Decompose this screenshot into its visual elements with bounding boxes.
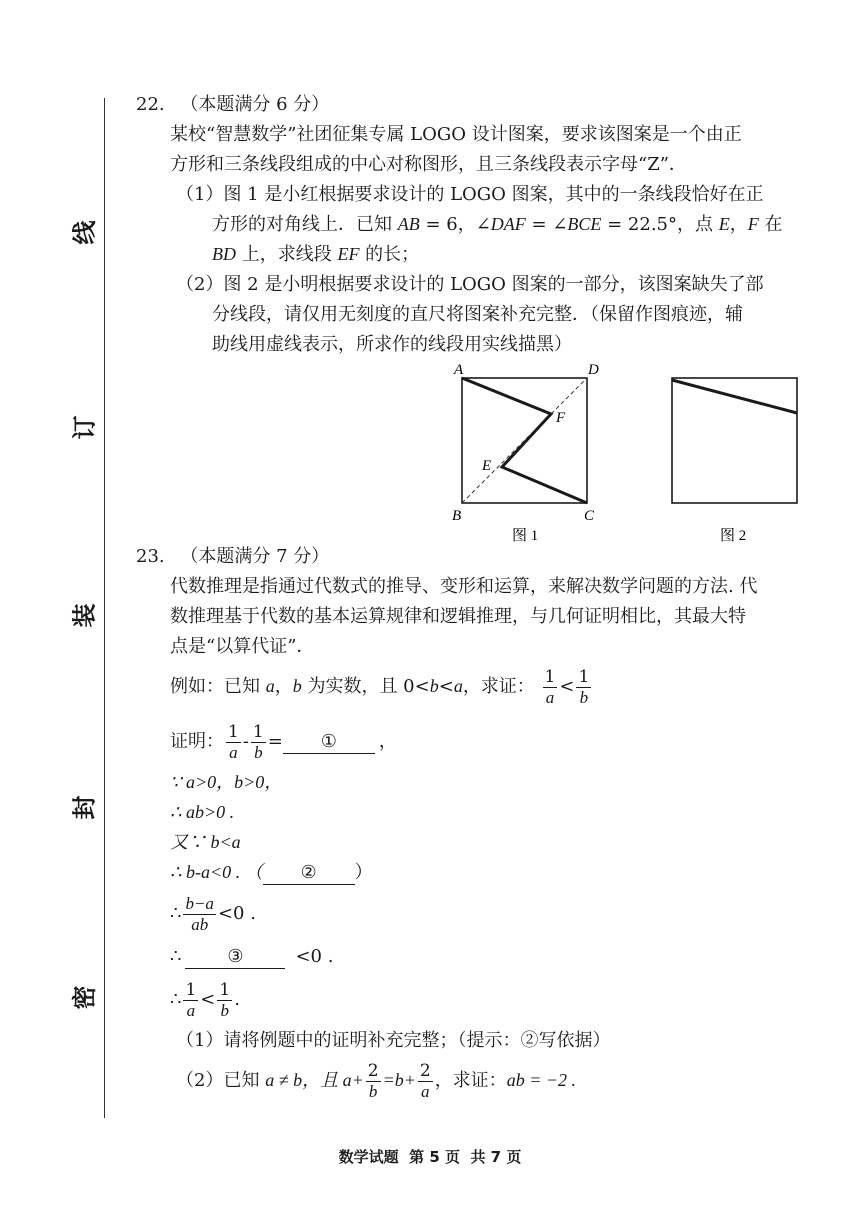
proof-lt0-2: <0 . <box>295 946 334 967</box>
q22-number: 22. <box>136 94 165 115</box>
proof-line-frac <box>170 892 256 936</box>
proof-line-ab: ∴ ab>0 . <box>170 802 235 822</box>
frac-den: a <box>186 1000 196 1020</box>
frac-num: b−a <box>185 893 214 913</box>
proof-frac-1a <box>226 722 241 763</box>
example-var-b2: b <box>429 676 439 696</box>
sub2-text-b: ，且 a+ <box>302 1070 364 1090</box>
frac-den: b <box>254 742 263 762</box>
q22-eq2: = ∠ <box>525 214 568 235</box>
q22-daf: DAF <box>490 214 526 234</box>
example-var-a: a <box>265 676 275 696</box>
frac-num: 1 <box>252 721 264 742</box>
frac-den: b <box>579 687 589 707</box>
proof-bma-text: ∴ b-a<0 . （ <box>170 862 263 882</box>
proof-label: 证明： <box>170 731 224 752</box>
proof-line-blank3 <box>170 942 333 971</box>
margin-label-feng: 封 <box>70 795 99 820</box>
proof-line-conclusion <box>170 978 240 1022</box>
fig1-label-a: A <box>454 362 464 378</box>
q22-part2-line2: 分线段，请仅用无刻度的直尺将图案补充完整．（保留作图痕迹，辅 <box>212 304 743 325</box>
fig1-label-e: E <box>482 458 492 474</box>
sub2-neq: a ≠ b <box>265 1070 303 1090</box>
example-text-b: ， <box>274 676 293 697</box>
q22-part1-end: 的长； <box>359 244 420 265</box>
proof-frac-bma-ab <box>183 894 215 935</box>
q22-point-f: F <box>747 214 759 234</box>
blank-3[interactable]: ③ <box>185 946 285 969</box>
frac-num: 2 <box>419 1060 431 1081</box>
page-footer: 数学试题 第 5 页 共 7 页 <box>338 1148 522 1166</box>
example-var-b: b <box>292 676 302 696</box>
q22-part1-line2 <box>212 210 782 239</box>
frac-den: b <box>220 1000 230 1020</box>
fig1-label-c: C <box>584 508 595 524</box>
example-lt: < <box>438 676 454 697</box>
q22-val: = 22.5°，点 <box>601 214 719 235</box>
sub2-text-d: ，求证： <box>434 1070 507 1091</box>
proof-line-bma <box>170 858 373 887</box>
conclusion-period: . <box>234 989 240 1010</box>
frac-num: 1 <box>578 666 590 687</box>
margin-label-xian: 线 <box>70 220 99 245</box>
frac-den: a <box>421 1081 430 1101</box>
frac-num: 1 <box>185 979 197 1000</box>
margin-label-mi: 密 <box>70 985 99 1010</box>
example-text-a: 例如：已知 <box>170 676 266 697</box>
q22-part2-line1: （2）图 2 是小明根据要求设计的 LOGO 图案的一部分，该图案缺失了部 <box>176 274 764 295</box>
frac-num: 1 <box>544 666 556 687</box>
q22-on: 在 <box>758 214 783 235</box>
proof-line-1 <box>170 720 397 764</box>
frac-num: 1 <box>228 721 239 742</box>
q23-sub2 <box>176 1058 576 1103</box>
q22-part1-line1: （1）图 1 是小红根据要求设计的 LOGO 图案，其中的一条线段恰好在正 <box>176 184 764 205</box>
proof-frac-1b <box>251 722 266 763</box>
fig2-caption: 图 2 <box>720 528 747 544</box>
q22-intro-line1: 某校“智慧数学”社团征集专属 LOGO 设计图案，要求该图案是一个由正 <box>170 124 742 145</box>
example-text-c: 为实数，且 0< <box>301 676 430 697</box>
conclusion-lt: < <box>200 989 216 1010</box>
conclusion-frac-1b <box>217 980 232 1021</box>
margin-label-zhuang: 装 <box>70 603 99 628</box>
q22-intro-line2: 方形和三条线段组成的中心对称图形，且三条线段表示字母“Z”． <box>170 154 687 175</box>
q22-bce: BCE <box>567 214 602 234</box>
proof-line-because: ∵ a>0，b>0， <box>170 772 283 792</box>
q23-header <box>136 542 329 571</box>
proof-minus: - <box>242 731 249 752</box>
example-var-a2: a <box>453 676 463 696</box>
example-lt2: < <box>559 676 575 697</box>
q22-ef: EF <box>337 244 360 264</box>
figure-1 <box>440 360 620 545</box>
sub2-frac-2a <box>418 1061 433 1102</box>
example-text-e: ，求证： <box>462 676 535 697</box>
fig1-label-d: D <box>588 362 599 378</box>
blank-2[interactable]: ② <box>263 862 355 885</box>
proof-comma: ， <box>378 731 397 752</box>
proof-close-paren: ） <box>354 862 373 883</box>
q22-ab: AB <box>397 214 420 234</box>
margin-label-ding: 订 <box>70 415 99 440</box>
conclusion-frac-1a <box>183 980 198 1021</box>
q23-sub1: （1）请将例题中的证明补充完整；（提示：②写依据） <box>176 1030 611 1051</box>
therefore-symbol: ∴ <box>170 946 182 967</box>
example-frac-1b <box>576 667 591 708</box>
frac-den: ab <box>191 914 209 934</box>
frac-den: b <box>368 1081 378 1101</box>
q23-intro-line3: 点是“以算代证”． <box>170 636 315 657</box>
sub2-goal: ab = −2 . <box>506 1070 576 1090</box>
q22-part1-line3 <box>212 240 419 269</box>
proof-lt0: <0 . <box>217 903 256 924</box>
fig2-segment <box>672 380 797 413</box>
q23-number: 23. <box>136 546 165 567</box>
q23-example <box>170 664 593 709</box>
q22-points: （本题满分 6 分） <box>180 94 330 115</box>
q22-part1-mid: 上，求线段 <box>236 244 338 265</box>
q22-part2-line3: 助线用虚线表示，所求作的线段用实线描黑） <box>212 334 572 355</box>
example-frac-1a <box>543 667 558 708</box>
therefore-symbol: ∴ <box>170 903 182 924</box>
frac-num: 2 <box>367 1060 379 1081</box>
blank-1[interactable]: ① <box>283 731 375 754</box>
sub2-frac-2b <box>366 1061 381 1102</box>
proof-eq: = <box>267 731 283 752</box>
q23-intro-line2: 数推理基于代数的基本运算规律和逻辑推理，与几何证明相比，其最大特 <box>170 606 746 627</box>
figure-2 <box>660 360 810 545</box>
fig1-label-f: F <box>556 410 566 426</box>
frac-den: a <box>229 742 238 762</box>
q22-part1-text: 方形的对角线上．已知 <box>212 214 398 235</box>
q22-point-e: E <box>718 214 730 234</box>
sub2-text-a: （2）已知 <box>176 1070 266 1091</box>
proof-line-also: 又∵ b<a <box>170 832 241 852</box>
therefore-symbol: ∴ <box>170 989 182 1010</box>
q22-comma: ， <box>729 214 748 235</box>
q23-points: （本题满分 7 分） <box>180 546 330 567</box>
q22-eq: = 6，∠ <box>419 214 491 235</box>
frac-den: a <box>545 687 555 707</box>
q23-intro-line1: 代数推理是指通过代数式的推导、变形和运算，来解决数学问题的方法. 代 <box>170 576 758 597</box>
sub2-text-c: =b+ <box>382 1070 416 1090</box>
q22-header <box>136 90 329 119</box>
binding-line <box>104 98 105 1118</box>
fig1-caption: 图 1 <box>512 528 539 544</box>
fig1-label-b: B <box>452 508 462 524</box>
frac-num: 1 <box>219 979 231 1000</box>
q22-bd: BD <box>212 244 236 264</box>
